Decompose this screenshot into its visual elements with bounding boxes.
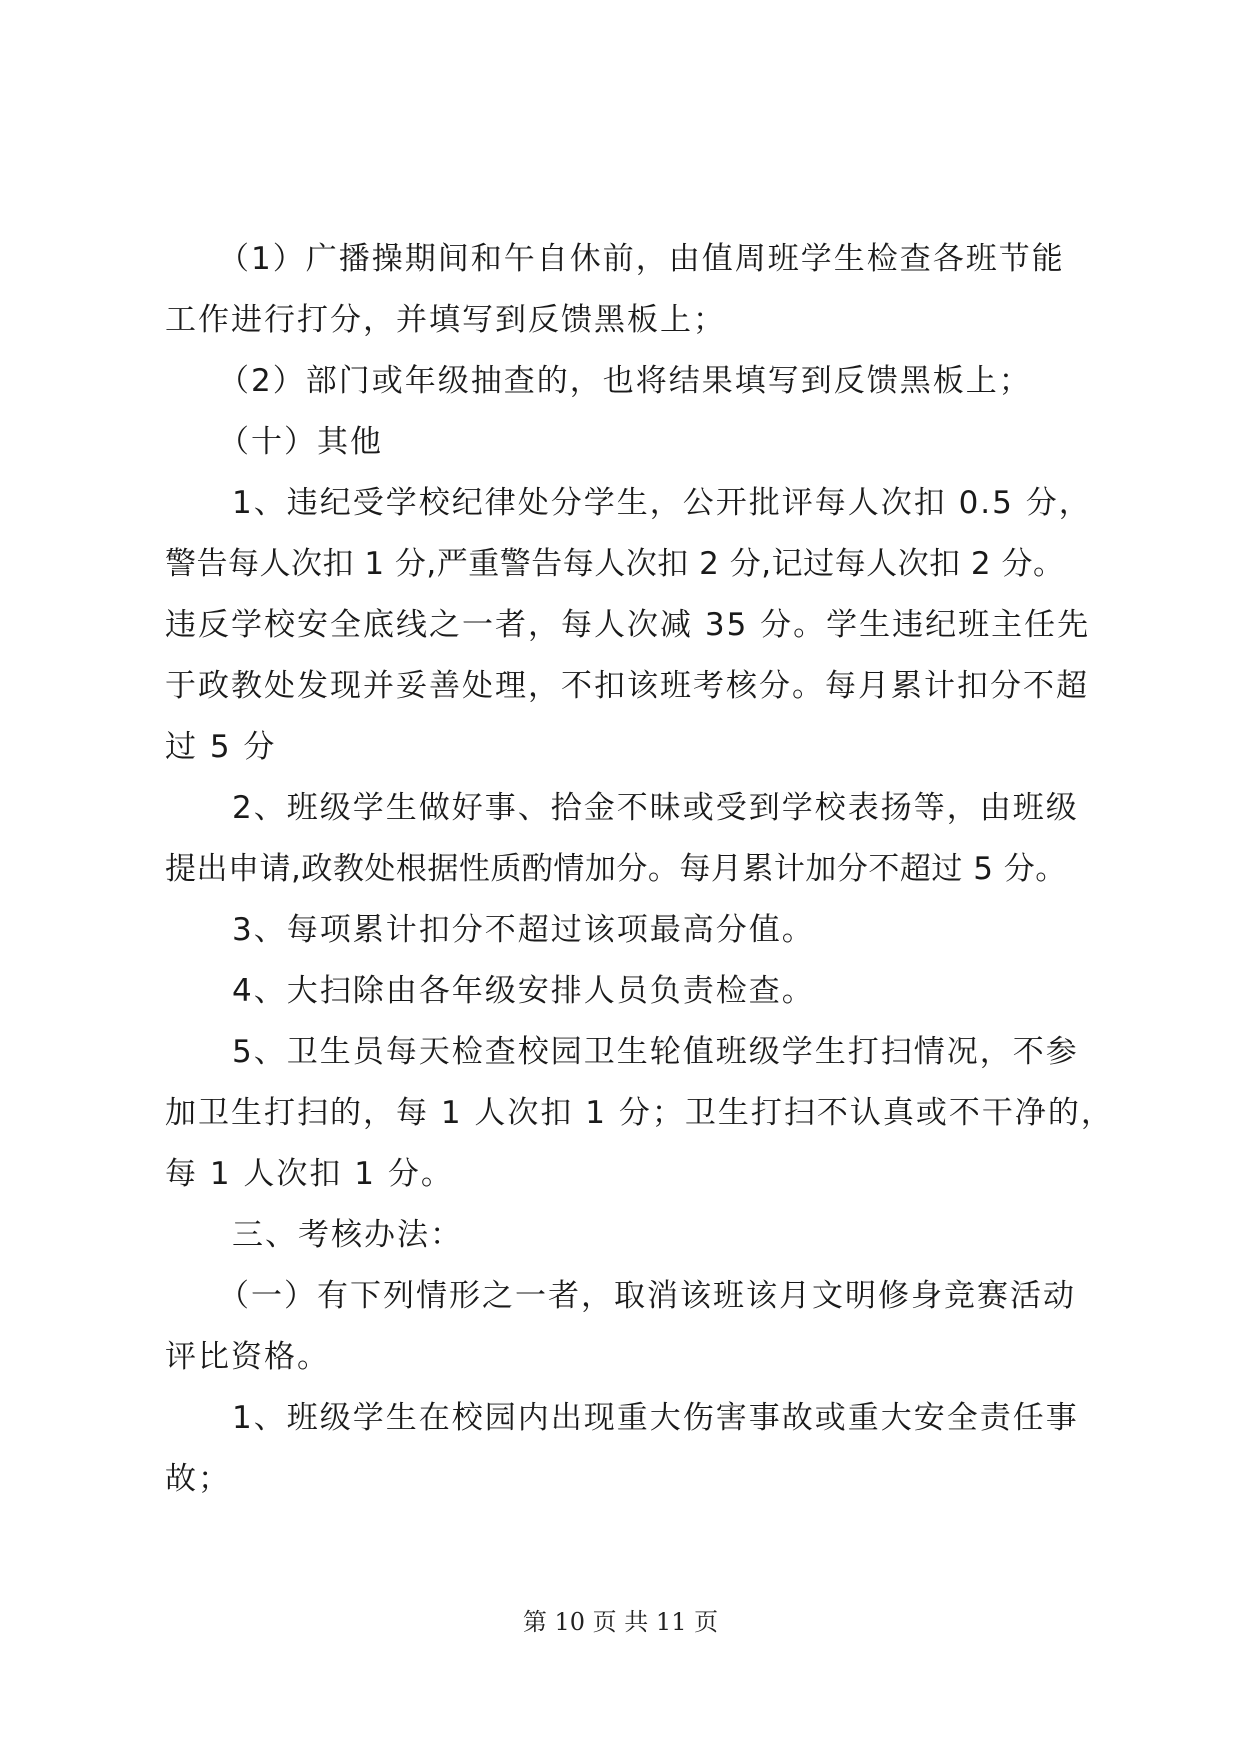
text-line: 5、卫生员每天检查校园卫生轮值班级学生打扫情况，不参: [232, 1034, 1079, 1070]
text-line: 加卫生打扫的，每 1 人次扣 1 分；卫生打扫不认真或不干净的，: [165, 1095, 1114, 1131]
text-line: （2）部门或年级抽查的，也将结果填写到反馈黑板上；: [218, 363, 1032, 399]
section-heading: 三、考核办法：: [232, 1217, 463, 1253]
text-line: 每 1 人次扣 1 分。: [165, 1156, 454, 1192]
text-line: 于政教处发现并妥善处理，不扣该班考核分。每月累计扣分不超: [165, 668, 1089, 704]
text-line: 4、大扫除由各年级安排人员负责检查。: [232, 973, 815, 1009]
text-line: 评比资格。: [165, 1339, 330, 1375]
text-line: 警告每人次扣 1 分,严重警告每人次扣 2 分,记过每人次扣 2 分。: [165, 546, 1065, 582]
text-line: 提出申请,政教处根据性质酌情加分。每月累计加分不超过 5 分。: [165, 851, 1067, 887]
text-line: （一）有下列情形之一者，取消该班该月文明修身竞赛活动: [218, 1278, 1076, 1314]
section-heading: （十）其他: [218, 424, 383, 460]
text-line: 过 5 分: [165, 729, 277, 765]
page-footer: 第 10 页 共 11 页: [522, 1608, 719, 1636]
text-line: 3、每项累计扣分不超过该项最高分值。: [232, 912, 815, 948]
text-line: 1、违纪受学校纪律处分学生，公开批评每人次扣 0.5 分，: [232, 485, 1092, 521]
text-line: 1、班级学生在校园内出现重大伤害事故或重大安全责任事: [232, 1400, 1079, 1436]
text-line: （1）广播操期间和午自休前，由值周班学生检查各班节能: [218, 241, 1065, 277]
text-line: 工作进行打分，并填写到反馈黑板上；: [165, 302, 726, 338]
text-line: 2、班级学生做好事、拾金不昧或受到学校表扬等，由班级: [232, 790, 1079, 826]
text-line: 违反学校安全底线之一者，每人次减 35 分。学生违纪班主任先: [165, 607, 1091, 643]
text-line: 故；: [165, 1461, 231, 1497]
